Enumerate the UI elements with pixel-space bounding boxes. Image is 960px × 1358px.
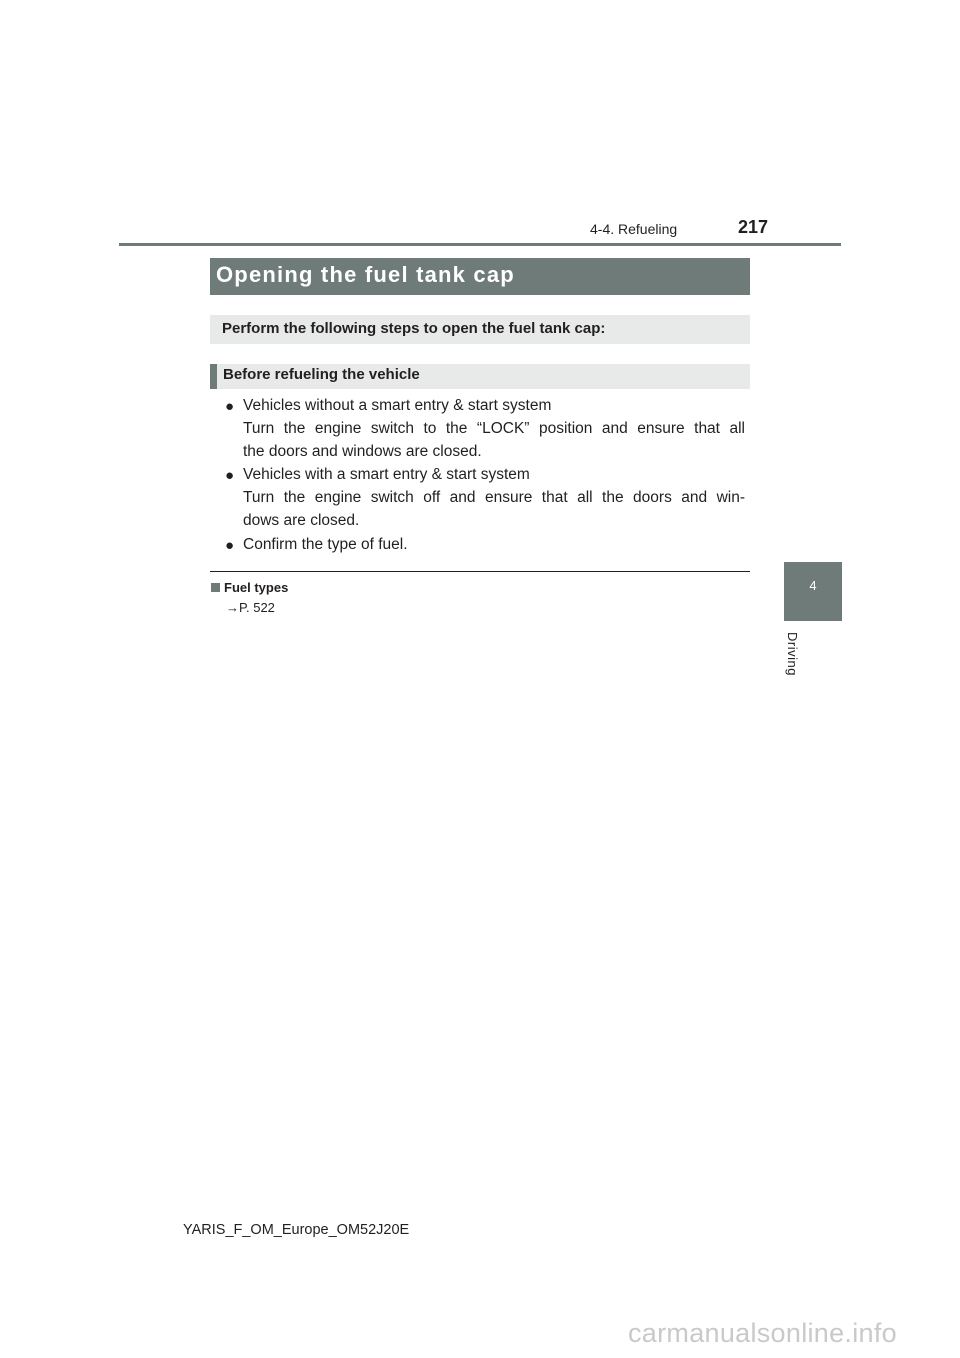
note-square-icon <box>211 583 220 592</box>
page-reference-link[interactable]: →P. 522 <box>226 600 275 615</box>
watermark: carmanualsonline.info <box>628 1318 897 1348</box>
bullet-icon: ● <box>225 398 235 415</box>
note-title: Fuel types <box>224 580 289 595</box>
bullet-body-line: Turn the engine switch to the “LOCK” position and ensure that all <box>243 420 745 437</box>
bullet-body-line: the doors and windows are closed. <box>243 443 482 460</box>
page-title: Opening the fuel tank cap <box>216 262 515 287</box>
bullet-heading: Vehicles without a smart entry & start system <box>243 397 552 414</box>
section-divider <box>210 571 750 572</box>
bullet-body-line: Turn the engine switch off and ensure that all the doors and win- <box>243 489 745 506</box>
bullet-body-line: dows are closed. <box>243 512 360 529</box>
bullet-heading: Vehicles with a smart entry & start system <box>243 466 530 483</box>
intro-text: Perform the following steps to open the fuel tank cap: <box>222 320 606 337</box>
section-header: 4-4. Refueling <box>590 221 678 237</box>
chapter-label: Driving <box>785 632 800 676</box>
subheading-accent-bar <box>210 364 217 389</box>
chapter-number: 4 <box>809 578 817 593</box>
bullet-icon: ● <box>225 467 235 484</box>
bullet-heading: Confirm the type of fuel. <box>243 536 408 553</box>
header-rule <box>119 243 841 246</box>
bullet-icon: ● <box>225 537 235 554</box>
page-number: 217 <box>738 217 769 237</box>
subheading: Before refueling the vehicle <box>223 366 420 383</box>
document-footer: YARIS_F_OM_Europe_OM52J20E <box>183 1222 410 1238</box>
